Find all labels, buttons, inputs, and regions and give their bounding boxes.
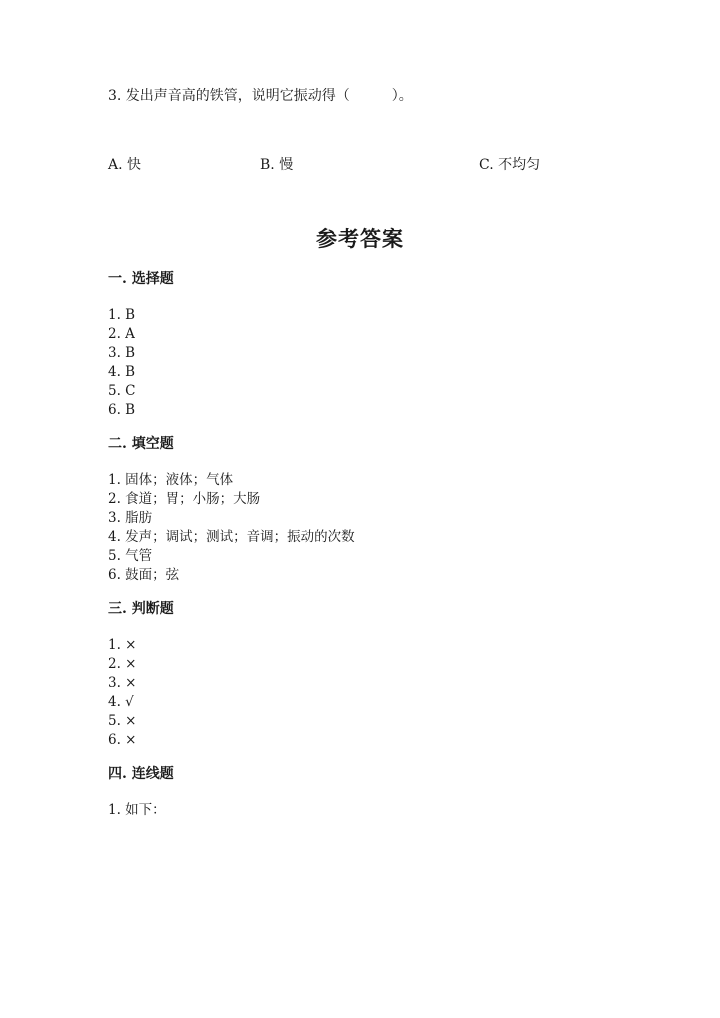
section-title: 一. 选择题	[108, 271, 174, 287]
answer-item: 2. A	[108, 326, 135, 342]
option-c: C. 不均匀	[479, 157, 541, 173]
answer-list	[108, 801, 608, 820]
answer-key-title: 参考答案	[316, 226, 404, 251]
answer-item: 5. 气管	[108, 548, 153, 564]
section-matching	[108, 764, 608, 820]
answer-item: 4. 发声；调试；测试；音调；振动的次数	[108, 529, 355, 545]
section-title: 四. 连线题	[108, 766, 174, 782]
answer-item: 1. ×	[108, 637, 137, 653]
answer-item: 6. B	[108, 402, 136, 418]
answer-options	[0, 155, 720, 175]
answer-item: 3. 脂肪	[108, 510, 153, 526]
option-b: B. 慢	[260, 157, 294, 173]
section-fill-in-blank	[108, 434, 608, 585]
answer-item: 1. B	[108, 307, 136, 323]
section-title: 二. 填空题	[108, 436, 174, 452]
answer-list	[108, 306, 608, 420]
question-3-text: 3. 发出声音高的铁管，说明它振动得（ ）。	[108, 88, 413, 104]
answer-item: 4. √	[108, 694, 134, 710]
answer-item: 2. 食道；胃；小肠；大肠	[108, 491, 261, 507]
answer-item: 3. B	[108, 345, 136, 361]
answer-item: 1. 固体；液体；气体	[108, 472, 234, 488]
section-true-false	[108, 599, 608, 750]
answer-item: 5. C	[108, 383, 136, 399]
answer-list	[108, 636, 608, 750]
answer-item: 2. ×	[108, 656, 137, 672]
answer-item: 6. ×	[108, 732, 137, 748]
section-title: 三. 判断题	[108, 601, 174, 617]
answer-item: 6. 鼓面；弦	[108, 567, 180, 583]
answer-item: 1. 如下：	[108, 802, 166, 818]
answer-item: 4. B	[108, 364, 136, 380]
section-multiple-choice	[108, 269, 608, 420]
answer-item: 3. ×	[108, 675, 137, 691]
answer-item: 5. ×	[108, 713, 137, 729]
answer-list	[108, 471, 608, 585]
option-a: A. 快	[108, 157, 142, 173]
